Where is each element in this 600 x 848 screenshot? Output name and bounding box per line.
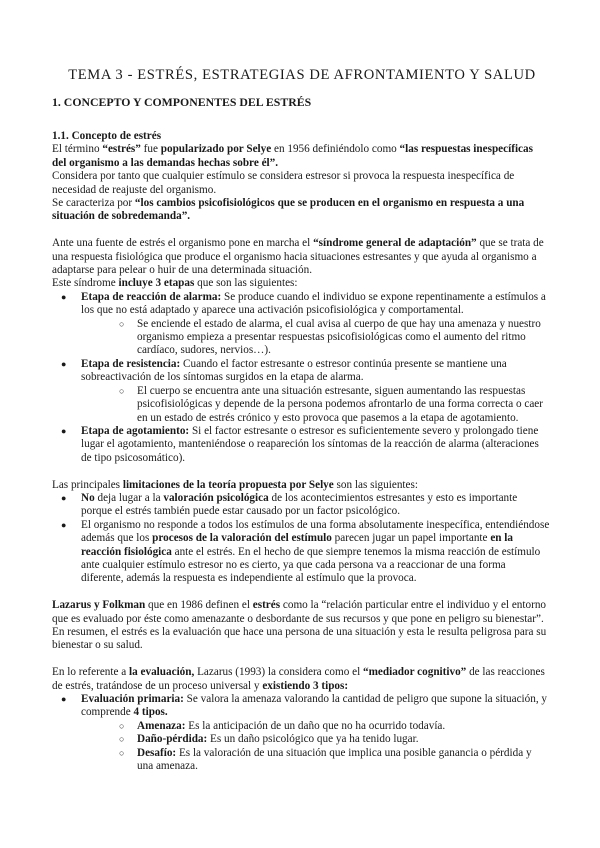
list-item: ● No deja lugar a la valoración psicológica de los acontecimientos estresantes y esto es importante porque el estrés también puede estar causado por un factor psicológico. xyxy=(52,492,550,519)
list-item: ○ El cuerpo se encuentra ante una situación estresante, siguen aumentando las respuestas psicofisiológicas y depende de la persona podemos afrontarlo de una forma correcta o caer en un estado de estrés crónico y esto provoca que pasemos a la etapa de agotamiento. xyxy=(81,385,550,425)
limitations-list xyxy=(52,492,550,586)
paragraph-stages-intro: Este síndrome incluye 3 etapas que son las siguientes: xyxy=(52,277,298,290)
list-item: ● Etapa de agotamiento: Si el factor estresante o estresor es suficientemente severo y prolongado tiene lugar el agotamiento, manteniéndose o reapareción los síntomas de la reacción de alarma (alteraciones de tipo psicosomático). xyxy=(52,425,550,465)
paragraph-lazarus-folkman: Lazarus y Folkman que en 1986 definen el estrés como la “relación particular entre el individuo y el entorno que es evaluado por éste como amenazante o desbordante de sus recursos y que pone en peligro su bienestar”. En resumen, el estrés es la evaluación que hace una persona de una situación y esta le resulta peligrosa para su bienestar o su salud. xyxy=(52,599,547,652)
subsection-heading: 1.1. Concepto de estrés xyxy=(52,130,162,142)
section-body xyxy=(52,130,550,773)
evaluation-list xyxy=(52,693,550,773)
list-item: ○ Amenaza: Es la anticipación de un daño que no ha ocurrido todavía. xyxy=(81,720,550,733)
list-item: ○ Daño-pérdida: Es un daño psicológico que ya ha tenido lugar. xyxy=(81,733,550,746)
list-item: ● Evaluación primaria: Se valora la amenaza valorando la cantidad de peligro que supone la situación, y comprende 4 tipos. ○ Amenaza: Es la anticipación de un daño que no ha ocurrido todavía. ○ Daño-pérdida: Es un daño psicológico que ya ha tenido lugar. ○ Desafío: Es la valoración de una situación que implica una posible ganancia o pérdida y una amenaza. xyxy=(52,693,550,773)
list-item: ● Etapa de resistencia: Cuando el factor estresante o estresor continúa presente se mantiene una sobreactivación de los síntomas surgidos en la etapa de alarma. ○ El cuerpo se encuentra ante una situación estresante, siguen aumentando las respuestas psicofisiológicas y depende de la persona podemos afrontarlo de una forma correcta o caer en un estado de estrés crónico y esto provoca que pasemos a la etapa de agotamiento. xyxy=(52,358,550,425)
page-title: TEMA 3 - ESTRÉS, ESTRATEGIAS DE AFRONTAMIENTO Y SALUD xyxy=(68,67,536,83)
paragraph-limitations-intro: Las principales limitaciones de la teoría propuesta por Selye son las siguientes: xyxy=(52,478,418,491)
section-heading: 1. CONCEPTO Y COMPONENTES DEL ESTRÉS xyxy=(52,95,312,109)
paragraph-adaptation-syndrome: Ante una fuente de estrés el organismo pone en marcha el “síndrome general de adaptación” que se trata de una respuesta fisiológica que produce el organismo hacia situaciones estresantes y que ayuda al organismo a adaptarse para pelear o huir de una determinada situación. xyxy=(52,237,544,277)
list-item: ○ Desafío: Es la valoración de una situación que implica una posible ganancia o pérdida y una amenaza. xyxy=(81,747,550,774)
paragraph-characterization: Se caracteriza por “los cambios psicofisiológicos que se producen en el organismo en respuesta a una situación de sobredemanda”. xyxy=(52,197,525,223)
stages-list xyxy=(52,291,550,465)
list-item: ○ Se enciende el estado de alarma, el cual avisa al cuerpo de que hay una amenaza y nuestro organismo empieza a presentar respuestas psicofisiológicas como el aumento del ritmo cardíaco, sudores, nervios…). xyxy=(81,318,550,358)
list-item: ● El organismo no responde a todos los estímulos de una forma absolutamente inespecífica, entendiéndose además que los procesos de la valoración del estímulo parecen jugar un papel importante en la reacción fisiológica ante el estrés. En el hecho de que siempre tenemos la misma reacción de estímulo ante cualquier estímulo estresor no es cierto, ya que cada persona va a reaccionar de una forma diferente, además la respuesta es independiente al estímulo que la provoca. xyxy=(52,519,550,586)
paragraph-definition: El término “estrés” fue popularizado por Selye en 1956 definiéndolo como “las respuestas inespecíficas del organismo a las demandas hechas sobre él”. xyxy=(52,143,533,169)
paragraph-evaluation: En lo referente a la evaluación, Lazarus (1993) la considera como el “mediador cognitivo” de las reacciones de estrés, tratándose de un proceso universal y existiendo 3 tipos: xyxy=(52,666,545,692)
paragraph-stressor: Considera por tanto que cualquier estímulo se considera estresor si provoca la respuesta inespecífica de necesidad de reajuste del organismo. xyxy=(52,170,515,196)
list-item: ● Etapa de reacción de alarma: Se produce cuando el individuo se expone repentinamente a estímulos a los que no está adaptado y aparece una activación psicofisiológica y comportamental. ○ Se enciende el estado de alarma, el cual avisa al cuerpo de que hay una amenaza y nuestro organismo empieza a presentar respuestas psicofisiológicas como el aumento del ritmo cardíaco, sudores, nervios…). xyxy=(52,291,550,358)
